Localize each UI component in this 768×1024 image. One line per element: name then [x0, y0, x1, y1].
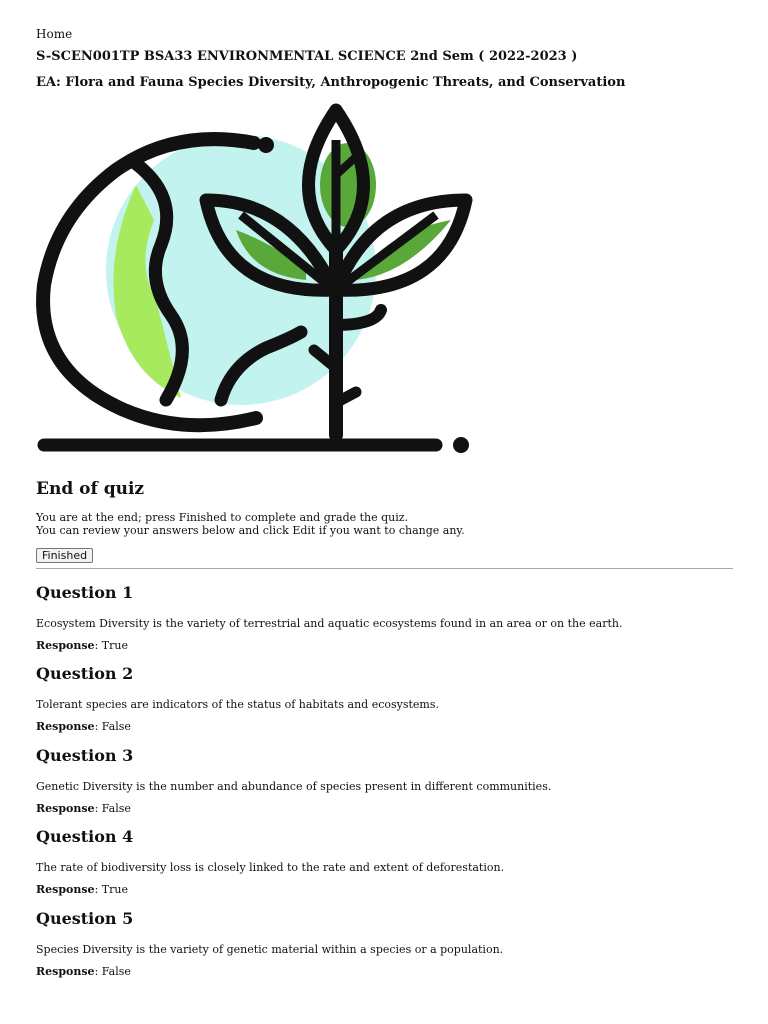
response-label: Response — [36, 720, 95, 733]
question-text: Genetic Diversity is the number and abundance of species present in different communities. — [36, 780, 552, 793]
question-4 — [36, 827, 734, 897]
question-1 — [36, 583, 734, 653]
question-title: Question 2 — [36, 664, 134, 683]
response-value: True — [101, 639, 128, 652]
response-value: False — [101, 720, 131, 733]
finished-button[interactable]: Finished — [36, 548, 93, 563]
quiz-title: EA: Flora and Fauna Species Diversity, Anthropogenic Threats, and Conservation — [36, 75, 626, 90]
end-of-quiz-heading: End of quiz — [36, 479, 145, 499]
question-text: Tolerant species are indicators of the status of habitats and ecosystems. — [36, 698, 440, 711]
question-text: The rate of biodiversity loss is closely linked to the rate and extent of deforestation. — [36, 861, 505, 874]
question-title: Question 5 — [36, 909, 134, 928]
question-2 — [36, 664, 734, 734]
summary-line-1: You are at the end; press Finished to complete and grade the quiz. — [36, 511, 409, 524]
response-value: False — [101, 965, 131, 978]
response-value: False — [101, 802, 131, 815]
question-text: Species Diversity is the variety of genetic material within a species or a population. — [36, 943, 504, 956]
question-response: Response: True — [36, 883, 128, 896]
response-label: Response — [36, 802, 95, 815]
question-response: Response: False — [36, 802, 131, 815]
question-response: Response: False — [36, 720, 131, 733]
question-title: Question 1 — [36, 583, 134, 602]
response-label: Response — [36, 639, 95, 652]
breadcrumb-home-link[interactable]: Home — [36, 27, 73, 41]
question-5 — [36, 909, 734, 979]
question-response: Response: False — [36, 965, 131, 978]
question-3 — [36, 746, 734, 816]
question-text: Ecosystem Diversity is the variety of terrestrial and aquatic ecosystems found in an area or on the earth. — [36, 617, 623, 630]
course-title: S-SCEN001TP BSA33 ENVIRONMENTAL SCIENCE 2nd Sem ( 2022-2023 ) — [36, 49, 578, 64]
summary-instructions — [36, 511, 465, 537]
earth-with-sprout-icon — [36, 100, 476, 460]
response-value: True — [101, 883, 128, 896]
response-label: Response — [36, 883, 95, 896]
response-label: Response — [36, 965, 95, 978]
question-response: Response: True — [36, 639, 128, 652]
summary-line-2: You can review your answers below and click Edit if you want to change any. — [36, 524, 465, 537]
question-title: Question 4 — [36, 827, 134, 846]
question-title: Question 3 — [36, 746, 134, 765]
divider — [36, 568, 733, 569]
